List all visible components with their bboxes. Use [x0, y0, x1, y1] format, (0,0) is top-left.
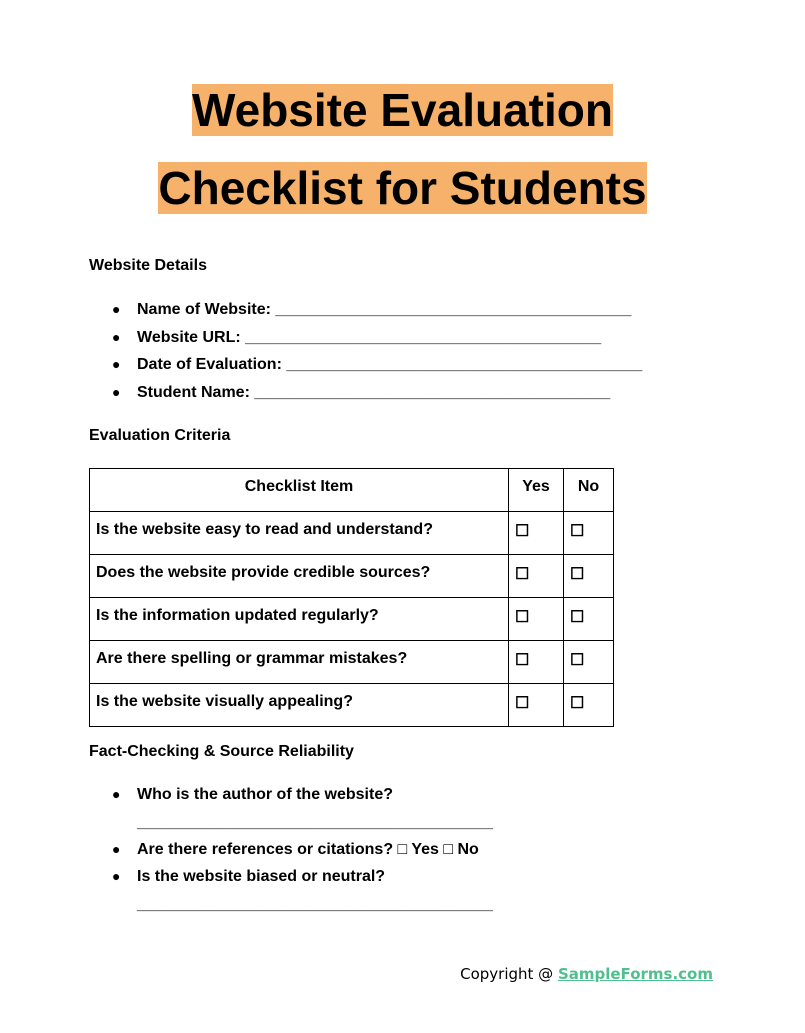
- page-title-part-2: Checklist for Students: [158, 162, 647, 214]
- row-item-text: Is the website easy to read and understand?: [90, 512, 509, 555]
- copyright-prefix: Copyright @: [460, 965, 558, 983]
- no-checkbox[interactable]: ☐: [564, 598, 614, 641]
- table-row: [90, 641, 614, 684]
- website-details-list: [89, 296, 642, 406]
- header-no: No: [564, 469, 614, 512]
- no-checkbox[interactable]: ☐: [564, 555, 614, 598]
- list-item: [89, 781, 493, 836]
- list-item: [89, 324, 642, 352]
- row-item-text: Is the website visually appealing?: [90, 684, 509, 727]
- question-bias: Is the website biased or neutral?: [137, 868, 386, 885]
- yes-checkbox[interactable]: ☐: [509, 555, 564, 598]
- table-row: [90, 598, 614, 641]
- fact-checking-list: [89, 781, 493, 918]
- detail-date-of-evaluation: Date of Evaluation: ________________________________________: [137, 356, 643, 373]
- list-item: [89, 296, 642, 324]
- no-checkbox[interactable]: ☐: [564, 641, 614, 684]
- fact-checking-heading: Fact-Checking & Source Reliability: [89, 743, 354, 760]
- bullet-icon: ●: [112, 356, 121, 372]
- row-item-text: Are there spelling or grammar mistakes?: [90, 641, 509, 684]
- bullet-icon: ●: [112, 786, 121, 802]
- yes-checkbox[interactable]: ☐: [509, 512, 564, 555]
- yes-checkbox[interactable]: ☐: [509, 641, 564, 684]
- header-checklist-item: Checklist Item: [90, 469, 509, 512]
- brand-link[interactable]: SampleForms.com: [557, 965, 713, 983]
- bullet-icon: ●: [112, 301, 121, 317]
- yes-checkbox[interactable]: ☐: [509, 598, 564, 641]
- list-item: [89, 836, 493, 864]
- copyright-footer: [460, 964, 713, 984]
- table-row: [90, 512, 614, 555]
- page-title-part-1: Website Evaluation: [192, 84, 613, 136]
- question-references: Are there references or citations? □ Yes □ No: [137, 840, 479, 858]
- list-item: [89, 379, 642, 407]
- list-item: [89, 863, 493, 918]
- bullet-icon: ●: [112, 868, 121, 884]
- detail-student-name: Student Name: ________________________________________: [137, 383, 611, 401]
- header-yes: Yes: [509, 469, 564, 512]
- evaluation-table: [89, 468, 614, 727]
- answer-blank-line[interactable]: ________________________________________: [137, 813, 493, 831]
- yes-checkbox[interactable]: ☐: [509, 684, 564, 727]
- detail-website-url: Website URL: ________________________________________: [137, 328, 602, 346]
- table-row: [90, 555, 614, 598]
- question-author: Who is the author of the website?: [137, 786, 393, 803]
- bullet-icon: ●: [112, 383, 121, 400]
- detail-name-of-website: Name of Website: ________________________________________: [137, 301, 632, 318]
- answer-blank-line[interactable]: ________________________________________: [137, 895, 493, 913]
- no-checkbox[interactable]: ☐: [564, 512, 614, 555]
- row-item-text: Does the website provide credible sources?: [90, 555, 509, 598]
- evaluation-criteria-heading: Evaluation Criteria: [89, 427, 231, 444]
- title-line-2: [0, 162, 805, 214]
- list-item: [89, 351, 642, 379]
- title-line-1: [0, 84, 805, 136]
- bullet-icon: ●: [112, 328, 121, 345]
- table-header-row: [90, 469, 614, 512]
- row-item-text: Is the information updated regularly?: [90, 598, 509, 641]
- table-row: [90, 684, 614, 727]
- no-checkbox[interactable]: ☐: [564, 684, 614, 727]
- bullet-icon: ●: [112, 840, 121, 857]
- website-details-heading: Website Details: [89, 257, 207, 274]
